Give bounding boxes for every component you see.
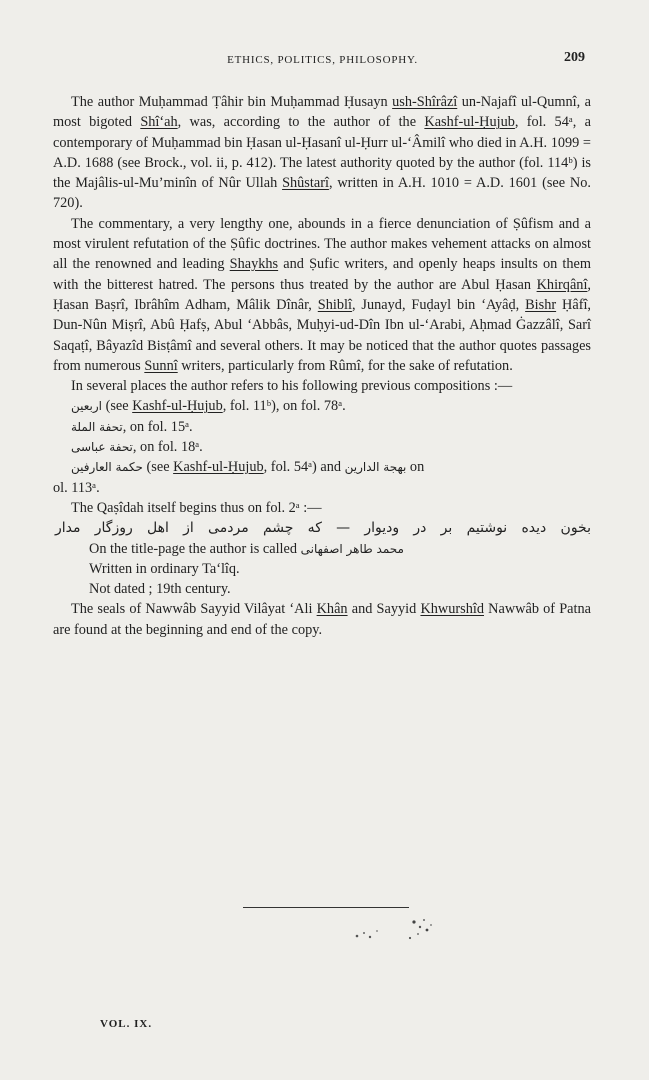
composition-item: تحفة الملة, on fol. 15ᵃ. bbox=[71, 418, 193, 435]
qasida-verse: بخون دیده نوشتیم بر در ودیوار — که چشم مردمی از اهل روزگار مدار bbox=[55, 520, 591, 537]
date-note: Not dated ; 19th century. bbox=[89, 581, 231, 598]
composition-item: حکمة العارفین (see Kashf-ul-Ḥujub, fol. 54ᵃ) and بهجة الدارین on bbox=[71, 459, 425, 476]
qasida-intro: The Qaṣîdah itself begins thus on fol. 2ᵃ :— bbox=[71, 499, 322, 516]
body-text bbox=[53, 92, 591, 640]
ornament-specks-icon bbox=[352, 914, 442, 954]
composition-item-continuation: ol. 113ᵃ. bbox=[53, 479, 100, 496]
paragraph-author: The author Muḥammad Ṭâhir bin Muḥammad Ḥusayn ush-Shîrâzî un-Najafî ul-Qumnî, a most bigoted Shî‘ah, was, according to the author of the Kashf-ul-Ḥujub, fol. 54ᵃ, a contemporary of Muḥammad bin Ḥasan ul-Ḥasanî ul-Ḥurr ul-‘Âmilî who died in A.H. 1099 = A.D. 1688 (see Brock., vol. ii, p. 412). The latest authority quoted by the author (fol. 114ᵇ) is the Majâlis-ul-Mu’minîn of Nûr Ullah Shûstarî, written in A.H. 1010 = A.D. 1601 (see No. 720). bbox=[53, 94, 591, 212]
paragraph-compositions-intro: In several places the author refers to his following previous compositions :— bbox=[71, 378, 513, 395]
paragraph-commentary: The commentary, a very lengthy one, abounds in a fierce denunciation of Ṣûfism and a most virulent refutation of the Ṣûfic doctrines. The author makes vehement attacks on almost all the renowned and leading Shaykhs and Ṣufic writers, and openly heaps insults on them with the bitterest hatred. The persons thus treated by the author are Abul Ḥasan Khirqânî, Ḥasan Baṣrî, Ibrâhîm Adham, Mâlik Dînâr, Shiblî, Junayd, Fuḍayl bin ‘Ayâḍ, Bishr Ḥâfî, Dun-Nûn Miṣrî, Abû Ḥafṣ, Abul ‘Abbâs, Muḥyi-ud-Dîn Ibn ul-‘Arabi, Aḥmad Ġazzâlî, Sarî Saqaṭî, Bâyazîd Bisṭâmî and several others. It may be noticed that the author quotes passages from numerous Sunnî writers, particularly from Rûmî, for the sake of refutation. bbox=[53, 215, 591, 374]
script-note: Written in ordinary Ta‘lîq. bbox=[89, 560, 240, 577]
composition-item: اربعین (see Kashf-ul-Ḥujub, fol. 11ᵇ), on fol. 78ᵃ. bbox=[71, 398, 346, 415]
end-rule bbox=[243, 907, 409, 908]
page-number: 209 bbox=[564, 50, 585, 65]
title-page-note: On the title-page the author is called محمد طاهر اصفهانی bbox=[89, 540, 404, 557]
seals-note: The seals of Nawwâb Sayyid Vilâyat ‘Ali Khân and Sayyid Khwurshîd Nawwâb of Patna are found at the beginning and end of the copy. bbox=[53, 601, 591, 638]
volume-footer: VOL. IX. bbox=[100, 1018, 153, 1030]
running-head bbox=[60, 50, 585, 70]
running-title: ETHICS, POLITICS, PHILOSOPHY. bbox=[227, 54, 418, 66]
composition-item: تحفة عباسی, on fol. 18ᵃ. bbox=[71, 439, 203, 456]
